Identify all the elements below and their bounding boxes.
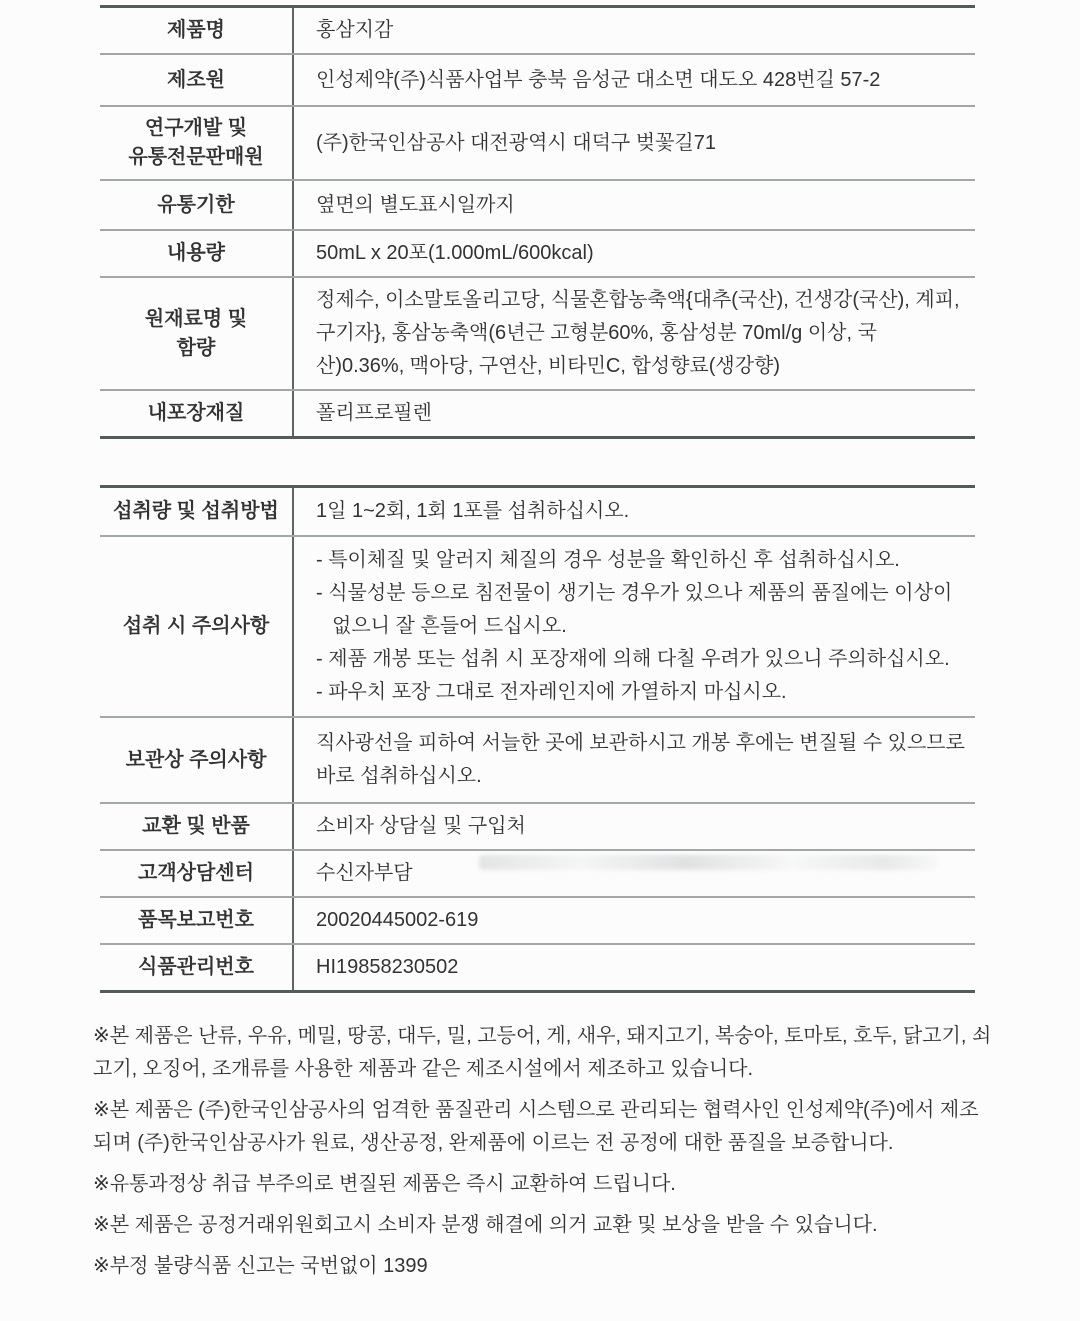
row-value-text: - 특이체질 및 알러지 체질의 경우 성분을 확인하신 후 섭취하십시오. [316,549,900,571]
table-row [100,8,975,53]
table-row [100,849,975,896]
row-value-text: 정제수, 이소말토올리고당, 식물혼합농축액{대추(국산), 건생강(국산), 계피, 구기자}, 홍삼농축액(6년근 고형분60%, 홍삼성분 70ml/g 이상, 국산)0.36%, 맥아당, 구연산, 비타민C, 합성향료(생강향) [316,289,960,377]
row-label [100,804,294,849]
row-value-text: 1일 1~2회, 1회 1포를 섭취하십시오. [316,500,630,522]
table-row [100,229,975,276]
row-value-text: 폴리프로필렌 [316,402,432,424]
row-label [100,537,294,716]
table-row [100,53,975,105]
footnote: ※부정 불량식품 신고는 국번없이 1399 [93,1255,428,1277]
table-row [100,488,975,535]
row-value [294,804,975,849]
usage-info-table [100,485,975,993]
footnote: ※본 제품은 (주)한국인삼공사의 엄격한 품질관리 시스템으로 관리되는 협력사인 인성제약(주)에서 제조되며 (주)한국인삼공사가 원료, 생산공정, 완제품에 이르는 전 공정에 대한 품질을 보증합니다. [93,1099,979,1154]
row-value [294,391,975,436]
table-row [100,802,975,849]
footnotes [93,993,993,1283]
table-row [100,179,975,229]
row-label-text: 식품관리번호 [138,956,254,978]
row-value-text: 직사광선을 피하여 서늘한 곳에 보관하시고 개봉 후에는 변질될 수 있으므로 바로 섭취하십시오. [316,732,965,787]
row-value-text: 소비자 상담실 및 구입처 [316,815,526,837]
row-label-text: 함량 [176,336,216,359]
row-value-text: 20020445002-619 [316,909,479,931]
row-value [294,107,975,179]
row-label-text: 제조원 [167,68,225,91]
row-label-text: 유통전문판매원 [128,146,264,168]
row-label-text: 유통기한 [157,193,235,216]
row-value-text: (주)한국인삼공사 대전광역시 대덕구 벚꽃길71 [316,131,716,154]
row-label [100,945,294,990]
row-value [294,8,975,53]
row-label [100,278,294,389]
row-label-text: 제품명 [167,19,225,41]
row-value [294,231,975,276]
row-value-text: 50mL x 20포(1.000mL/600kcal) [316,242,594,264]
table-row [100,389,975,436]
row-value [294,537,975,716]
row-value [294,55,975,105]
row-label-text: 품목보고번호 [138,909,254,931]
row-value-text: - 제품 개봉 또는 섭취 시 포장재에 의해 다칠 우려가 있으니 주의하십시오. [316,648,950,670]
row-value-text: 인성제약(주)식품사업부 충북 음성군 대소면 대도오 428번길 57-2 [316,68,881,91]
row-label [100,55,294,105]
row-label-text: 내용량 [167,242,225,264]
row-value [294,898,975,943]
row-label [100,718,294,802]
row-label-text: 내포장재질 [147,402,245,424]
row-value-text: - 식물성분 등으로 침전물이 생기는 경우가 있으나 제품의 품질에는 이상이 없으니 잘 흔들어 드십시오. [316,582,953,637]
row-value-text: 수신자부담 [316,862,413,884]
row-label [100,488,294,535]
row-label [100,851,294,896]
row-value-text: HI19858230502 [316,956,459,978]
footnote: ※본 제품은 난류, 우유, 메밀, 땅콩, 대두, 밀, 고등어, 게, 새우, 돼지고기, 복숭아, 토마토, 호두, 닭고기, 쇠고기, 오징어, 조개류를 사용한 제품과 같은 제조시설에서 제조하고 있습니다. [93,1025,992,1080]
footnote: ※유통과정상 취급 부주의로 변질된 제품은 즉시 교환하여 드립니다. [93,1173,676,1195]
table-row [100,896,975,943]
row-value [294,945,975,990]
product-spec-table [100,5,975,439]
row-label-text: 교환 및 반품 [142,815,250,837]
row-value [294,718,975,802]
row-value [294,278,975,389]
row-label [100,391,294,436]
footnote: ※본 제품은 공정거래위원회고시 소비자 분쟁 해결에 의거 교환 및 보상을 받을 수 있습니다. [93,1214,878,1236]
row-label [100,107,294,179]
table-row [100,716,975,802]
table-row [100,105,975,179]
table-row [100,943,975,990]
row-label [100,8,294,53]
row-label [100,898,294,943]
table-gap [100,439,1080,485]
row-value [294,488,975,535]
row-label-text: 연구개발 및 [144,117,248,139]
row-value [294,181,975,229]
row-label [100,181,294,229]
row-label-text: 섭취 시 주의사항 [122,615,270,637]
row-label [100,231,294,276]
row-value-text: 홍삼지감 [316,19,394,41]
row-value-text: 옆면의 별도표시일까지 [316,193,515,216]
row-value-text: - 파우치 포장 그대로 전자레인지에 가열하지 마십시오. [316,681,787,703]
row-label-text: 고객상담센터 [138,862,254,884]
table-row [100,276,975,389]
table-row [100,535,975,716]
row-label-text: 원재료명 및 [144,307,248,330]
row-label-text: 보관상 주의사항 [125,748,267,771]
row-value [294,851,975,896]
row-label-text: 섭취량 및 섭취방법 [113,500,279,522]
